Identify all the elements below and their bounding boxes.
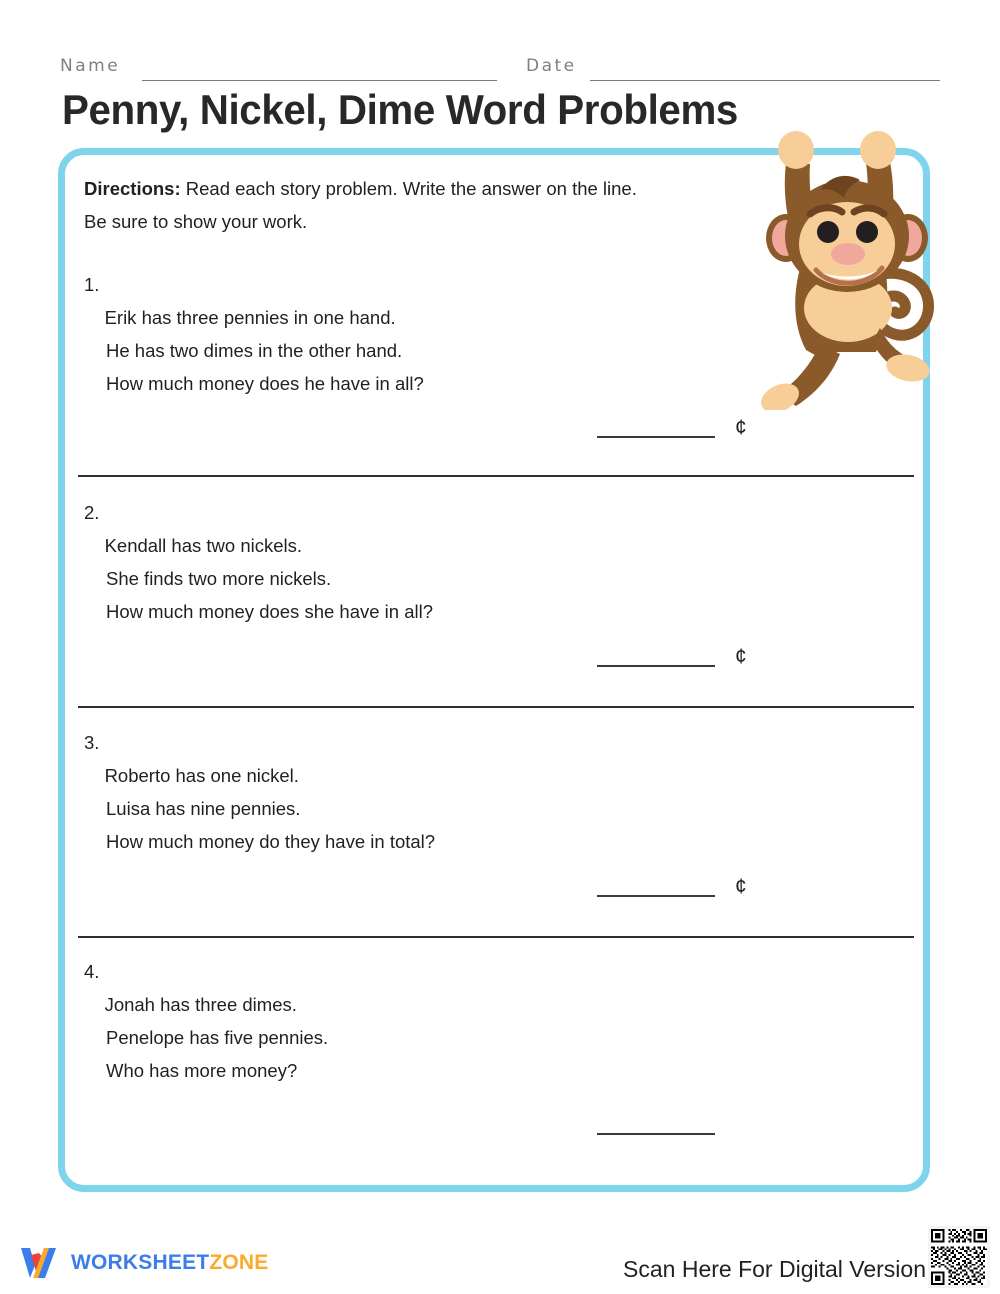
answer-3-cent-symbol: ¢	[735, 875, 747, 898]
divider-3	[78, 936, 914, 938]
page-title: Penny, Nickel, Dime Word Problems	[62, 86, 738, 133]
directions-line-1: Read each story problem. Write the answer on the line.	[180, 178, 637, 199]
directions-block	[84, 172, 744, 238]
problem-3	[84, 726, 704, 858]
problem-1-line-2: He has two dimes in the other hand.	[106, 340, 403, 361]
logo-text	[71, 1251, 268, 1275]
problem-2-line-2: She finds two more nickels.	[106, 568, 332, 589]
problem-1-line-1: Erik has three pennies in one hand.	[104, 307, 396, 328]
logo-worksheet-text: WORKSHEET	[71, 1251, 210, 1274]
name-date-header	[60, 56, 940, 86]
directions-label: Directions:	[84, 178, 181, 199]
problem-4	[84, 955, 704, 1087]
problem-3-line-3: How much money do they have in total?	[106, 831, 436, 852]
qr-code-icon	[931, 1229, 987, 1285]
scan-instruction-text: Scan Here For Digital Version	[623, 1256, 926, 1282]
problem-4-number: 4.	[84, 961, 100, 982]
problem-3-number: 3.	[84, 732, 100, 753]
problem-2	[84, 496, 704, 628]
name-label: Name	[60, 56, 121, 76]
answer-2-cent-symbol: ¢	[735, 645, 747, 668]
date-write-line[interactable]	[590, 80, 940, 81]
divider-1	[78, 475, 914, 477]
name-write-line[interactable]	[142, 80, 497, 81]
logo-w-mark-icon	[18, 1245, 62, 1281]
answer-4-blank[interactable]	[597, 1133, 715, 1135]
directions-line-2: Be sure to show your work.	[84, 211, 308, 232]
problem-4-line-1: Jonah has three dimes.	[104, 994, 297, 1015]
problem-4-line-3: Who has more money?	[106, 1060, 298, 1081]
answer-1-blank[interactable]	[597, 436, 715, 438]
problem-2-line-3: How much money does she have in all?	[106, 601, 434, 622]
qr-code[interactable]	[928, 1226, 990, 1288]
worksheet-zone-logo[interactable]	[18, 1243, 268, 1283]
date-label: Date	[526, 56, 577, 76]
monkey-svg	[748, 128, 948, 410]
problem-1-number: 1.	[84, 274, 100, 295]
problem-2-number: 2.	[84, 502, 100, 523]
problem-3-line-1: Roberto has one nickel.	[104, 765, 299, 786]
problem-1	[84, 268, 704, 400]
divider-2	[78, 706, 914, 708]
answer-1-cent-symbol: ¢	[735, 416, 747, 439]
answer-2-blank[interactable]	[597, 665, 715, 667]
problem-3-line-2: Luisa has nine pennies.	[106, 798, 301, 819]
monkey-mascot-illustration	[748, 128, 948, 410]
problem-4-line-2: Penelope has five pennies.	[106, 1027, 329, 1048]
logo-zone-text: ZONE	[209, 1251, 269, 1274]
answer-3-blank[interactable]	[597, 895, 715, 897]
problem-1-line-3: How much money does he have in all?	[106, 373, 424, 394]
problem-2-line-1: Kendall has two nickels.	[104, 535, 303, 556]
